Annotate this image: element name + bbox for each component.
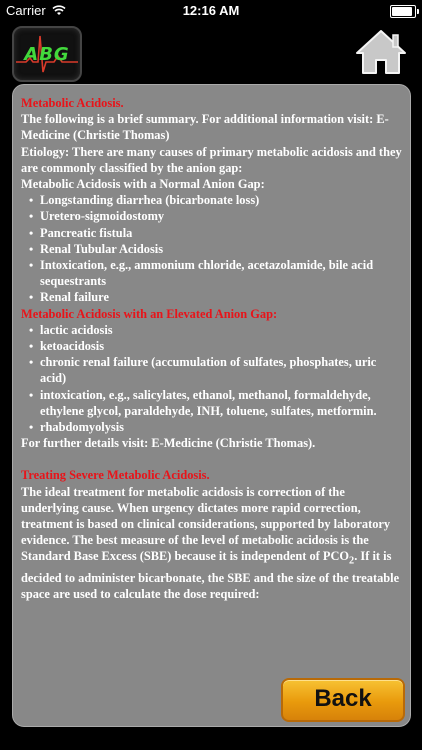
- section-title-treating: Treating Severe Metabolic Acidosis.: [21, 468, 210, 483]
- list-item: • intoxication, e.g., salicylates, ethanol, methanol, formaldehyde, ethylene glycol, paraldehyde, INH, toluene, sulfates, metformin.: [21, 387, 405, 419]
- status-bar: [0, 0, 422, 22]
- list-item: • Uretero-sigmoidostomy: [21, 208, 405, 224]
- summary-paragraph: The following is a brief summary. For additional information visit: E-Medicine (Christie Thomas): [21, 112, 389, 143]
- list-item: • rhabdomyolysis: [21, 419, 405, 435]
- list-item: • lactic acidosis: [21, 322, 405, 338]
- app-logo: [12, 26, 82, 82]
- further-details-link[interactable]: For further details visit: E-Medicine (Christie Thomas).: [21, 436, 316, 451]
- content-panel: [12, 84, 411, 727]
- list-item: • Longstanding diarrhea (bicarbonate loss): [21, 192, 405, 208]
- pco2-subscript: 2: [349, 555, 355, 567]
- back-button[interactable]: Back: [281, 678, 405, 722]
- elevated-gap-heading: Metabolic Acidosis with an Elevated Anion Gap:: [21, 306, 278, 321]
- elevated-gap-list: [21, 322, 405, 435]
- list-item: • Renal failure: [21, 289, 405, 305]
- normal-gap-list: [21, 192, 405, 305]
- battery-icon: [390, 5, 416, 18]
- article-body: [21, 95, 405, 603]
- battery-level: [392, 7, 412, 16]
- list-item: • ketoacidosis: [21, 338, 405, 354]
- home-button[interactable]: [354, 28, 408, 76]
- logo-text: ABG: [24, 44, 70, 65]
- carrier-label: Carrier: [6, 3, 46, 18]
- etiology-paragraph: Etiology: There are many causes of primary metabolic acidosis and they are commonly classified by the anion gap:: [21, 144, 402, 175]
- list-item: • Renal Tubular Acidosis: [21, 241, 405, 257]
- normal-gap-heading: Metabolic Acidosis with a Normal Anion Gap:: [21, 177, 265, 192]
- home-icon: [354, 28, 408, 76]
- section-title-metabolic-acidosis: Metabolic Acidosis.: [21, 96, 124, 110]
- status-time: 12:16 AM: [182, 3, 240, 18]
- list-item: • Pancreatic fistula: [21, 225, 405, 241]
- list-item: • Intoxication, e.g., ammonium chloride, acetazolamide, bile acid sequestrants: [21, 257, 405, 289]
- list-item: • chronic renal failure (accumulation of sulfates, phosphates, uric acid): [21, 354, 405, 386]
- treatment-paragraph: The ideal treatment for metabolic acidosis is correction of the underlying cause. When urgency dictates more rapid correction, treatment is based on clinical considerations, supported by laboratory evidence. The best measure of the level of metabolic acidosis is the Standard Base Excess (SBE) because it is independent of $PCO_2$. If it is decided to administer bicarbonate, the SBE and the size of the treatable space are used to calculate the dose required:: [21, 484, 400, 602]
